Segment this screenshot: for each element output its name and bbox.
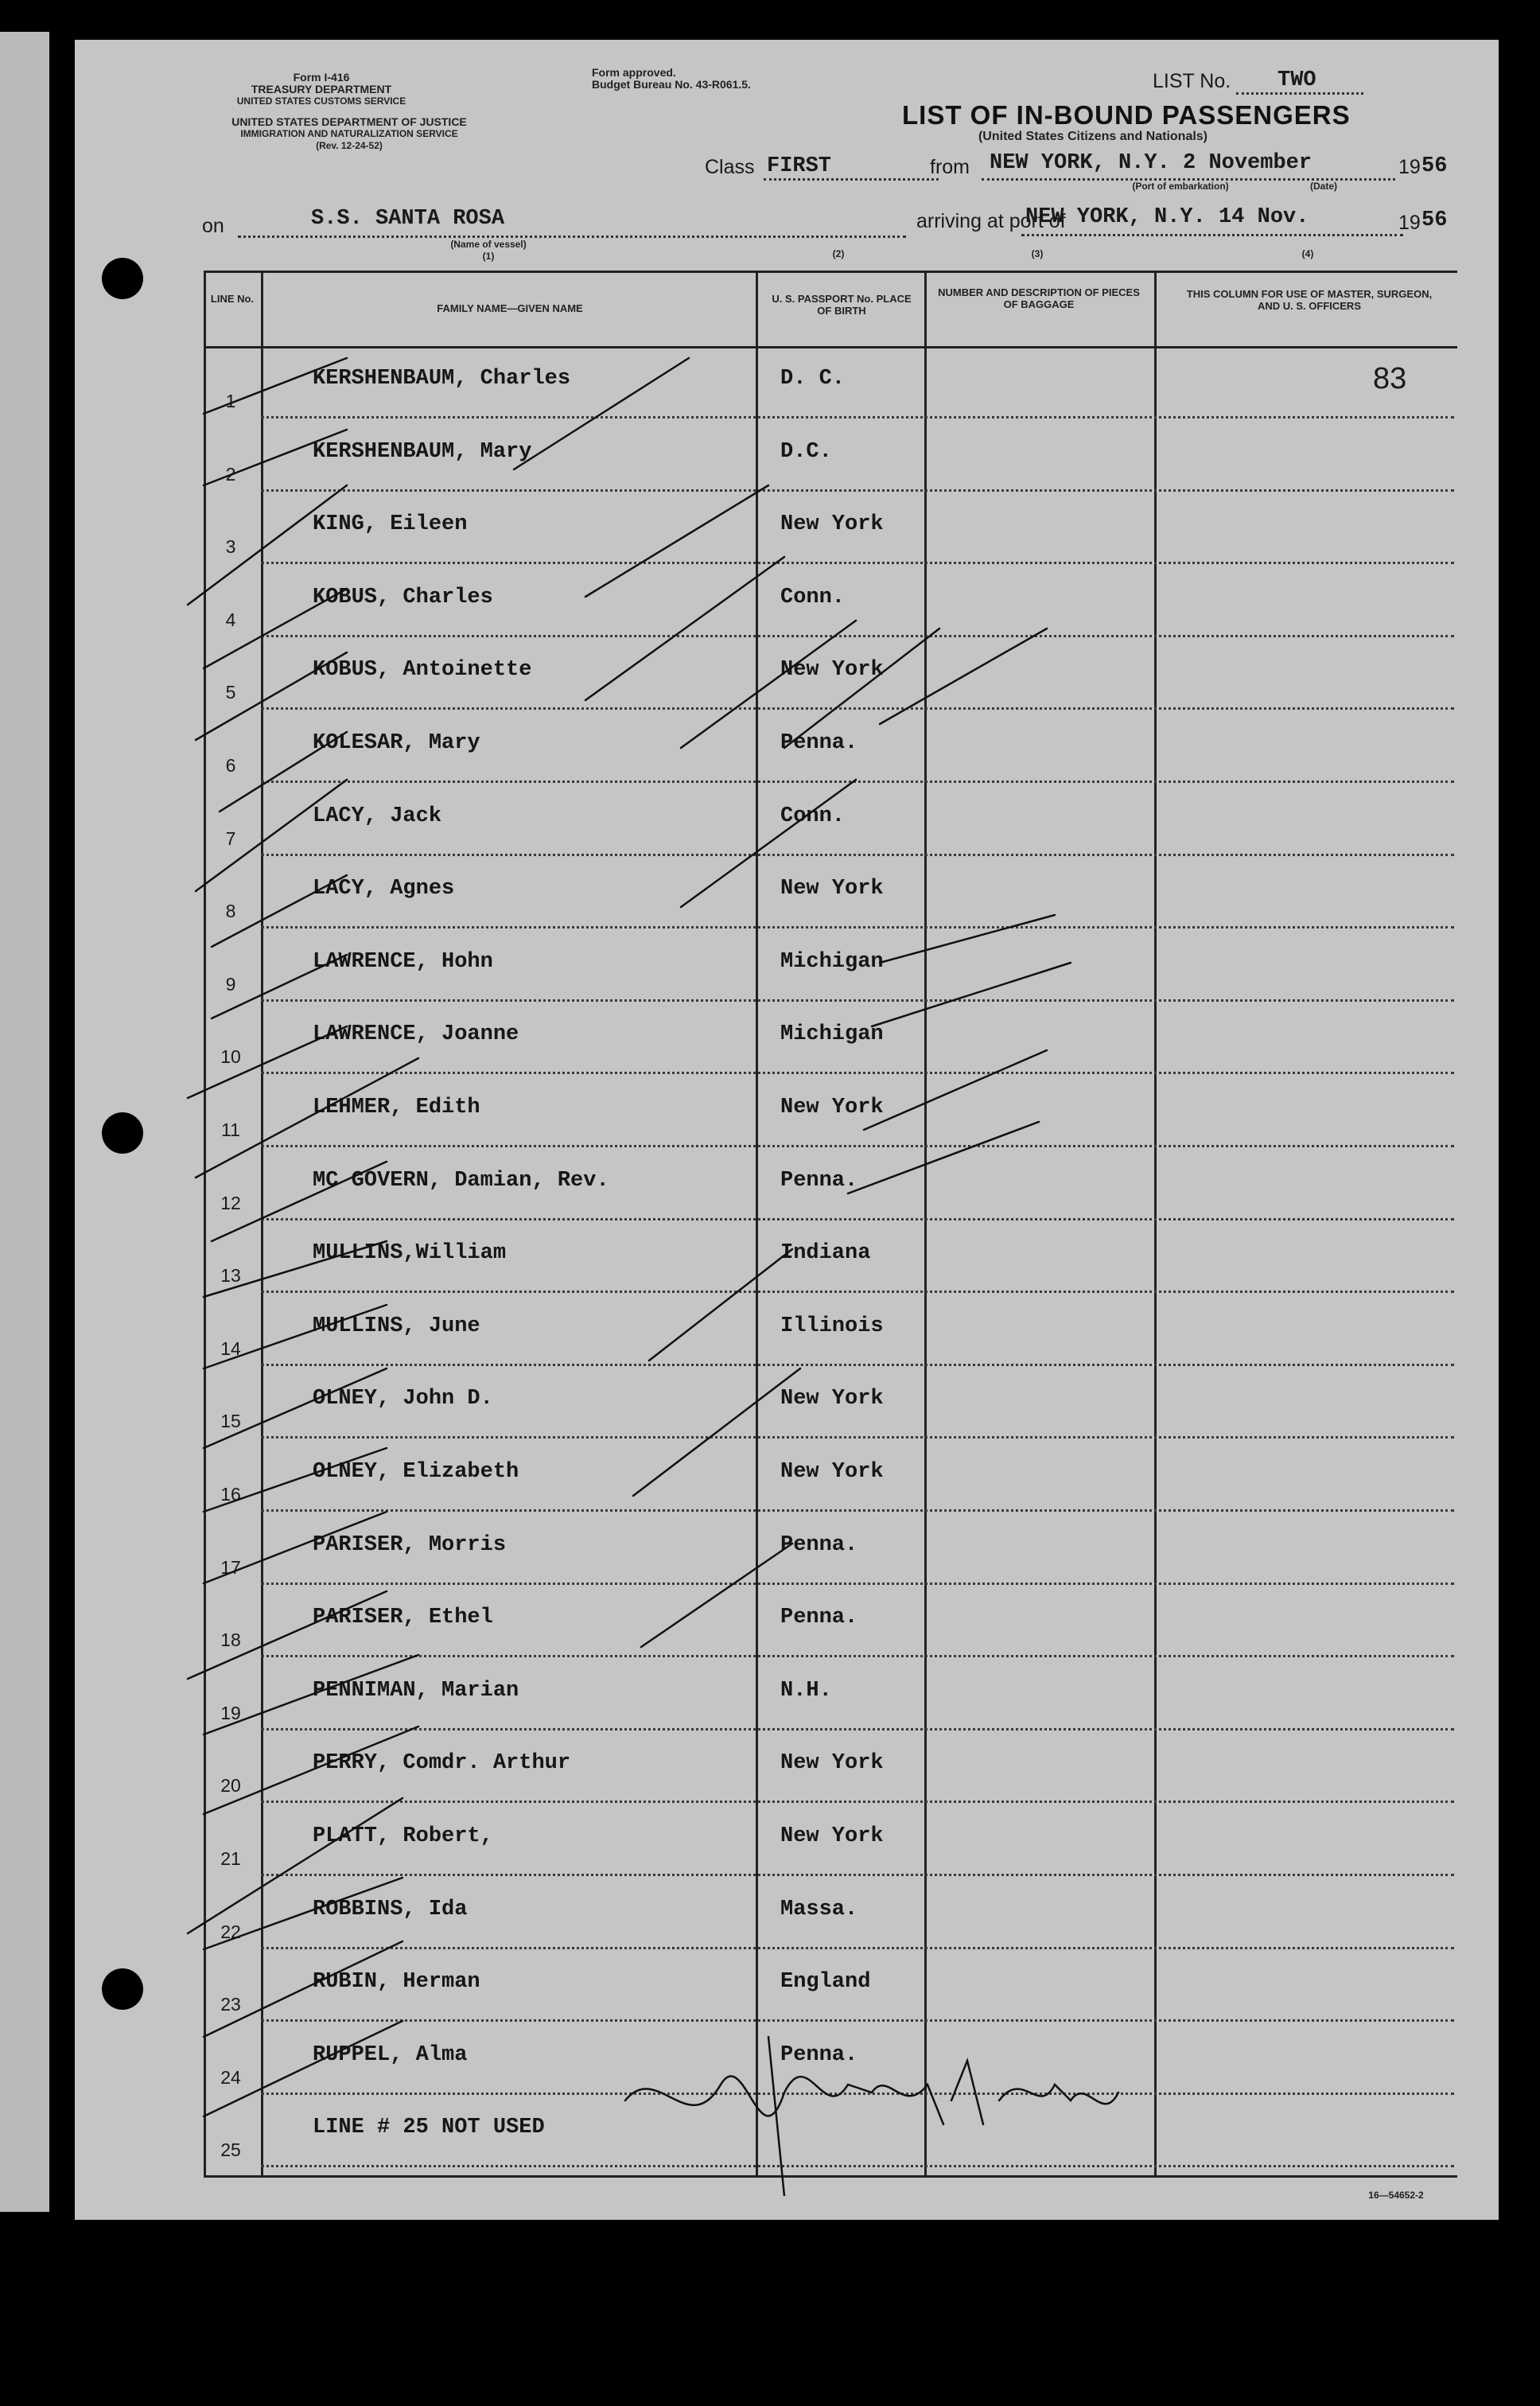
passenger-name: MC GOVERN, Damian, Rev. — [313, 1168, 609, 1193]
arrival-year: 56 — [1421, 208, 1448, 232]
row-line-number: 19 — [220, 1702, 241, 1723]
passenger-name: LAWRENCE, Joanne — [313, 1022, 519, 1047]
col-num-2: (2) — [832, 248, 845, 259]
col-header-passport: U. S. PASSPORT No. PLACE OF BIRTH — [772, 293, 912, 317]
passenger-name: LAWRENCE, Hohn — [313, 949, 493, 974]
from-year-prefix: 19 — [1398, 156, 1421, 178]
form-number-header — [202, 72, 441, 107]
row-line-number: 2 — [225, 463, 236, 485]
place-of-birth: D.C. — [780, 439, 832, 464]
passenger-name: OLNEY, John D. — [313, 1387, 493, 1411]
place-of-birth: England — [780, 1970, 871, 1995]
place-of-birth: Penna. — [780, 1532, 858, 1557]
justice-block — [202, 116, 496, 152]
passenger-name: KOLESAR, Mary — [313, 731, 480, 755]
passenger-name: KERSHENBAUM, Mary — [313, 439, 532, 464]
date-caption: (Date) — [1309, 181, 1337, 192]
row-line-number: 21 — [220, 1848, 241, 1869]
arriving-label: arriving at port of — [916, 210, 1066, 232]
row-line-number: 3 — [225, 536, 236, 558]
row-line-number: 13 — [220, 1265, 241, 1287]
vessel-caption — [409, 239, 568, 263]
passenger-name: PARISER, Ethel — [313, 1606, 493, 1630]
col-header-baggage: NUMBER AND DESCRIPTION OF PIECES OF BAGGAGE — [938, 286, 1140, 310]
row-line-number: 1 — [225, 391, 236, 411]
col-num-4: (4) — [1301, 248, 1314, 259]
from-label: from — [930, 156, 970, 178]
place-of-birth: New York — [780, 1460, 884, 1484]
arrival-dotline — [1021, 234, 1403, 236]
row-line-number: 9 — [225, 973, 236, 995]
passenger-name: PARISER, Morris — [313, 1532, 507, 1557]
row-line-number: 11 — [221, 1119, 240, 1140]
port-embarkation-caption: (Port of embarkation) — [1132, 181, 1229, 192]
vessel-dotline — [238, 236, 906, 238]
row-line-number: 17 — [220, 1556, 241, 1578]
passenger-name: KOBUS, Charles — [313, 585, 493, 609]
passenger-name: KERSHENBAUM, Charles — [313, 367, 571, 391]
row-line-number: 6 — [225, 755, 236, 776]
place-of-birth: Indiana — [780, 1241, 871, 1266]
arrival-year-prefix: 19 — [1398, 212, 1421, 234]
row-line-number: 15 — [220, 1411, 241, 1432]
page-subtitle: (United States Citizens and Nationals) — [978, 130, 1208, 143]
col-header-line: LINE No. — [210, 293, 255, 305]
passenger-name: RUBIN, Herman — [313, 1970, 480, 1995]
passenger-name: KING, Eileen — [313, 512, 468, 537]
budget-bureau-line: Budget Bureau No. 43-R061.5. — [592, 78, 751, 91]
passenger-name: LACY, Jack — [313, 804, 442, 828]
place-of-birth: Massa. — [780, 1897, 858, 1921]
col-num-3: (3) — [1031, 248, 1044, 259]
revision-date: (Rev. 12-24-52) — [316, 140, 383, 151]
left-edge-strip — [0, 32, 49, 2212]
place-of-birth: Michigan — [780, 949, 884, 974]
place-of-birth: New York — [780, 658, 884, 683]
row-line-number: 4 — [225, 609, 236, 630]
place-of-birth: N.H. — [780, 1678, 832, 1703]
place-of-birth: New York — [780, 1751, 884, 1776]
place-of-birth: New York — [780, 512, 884, 537]
passenger-name: OLNEY, Elizabeth — [313, 1460, 519, 1484]
place-of-birth: Penna. — [780, 1168, 858, 1193]
dept-justice: UNITED STATES DEPARTMENT OF JUSTICE — [231, 115, 467, 128]
approval-block — [592, 67, 799, 91]
place-of-birth: Conn. — [780, 804, 846, 828]
arrival-value: NEW YORK, N.Y. 14 Nov. — [1025, 205, 1309, 229]
passenger-name: RUPPEL, Alma — [313, 2042, 468, 2067]
row-line-number: 14 — [220, 1337, 241, 1359]
col-header-officers: THIS COLUMN FOR USE OF MASTER, SURGEON, AND U. S. OFFICERS — [1186, 288, 1433, 312]
place-of-birth: Conn. — [780, 585, 846, 609]
row-line-number: 23 — [220, 1994, 241, 2015]
place-of-birth: New York — [780, 1387, 884, 1411]
vessel-caption-text: (Name of vessel) — [450, 239, 527, 250]
passenger-name: LINE # 25 NOT USED — [313, 2116, 545, 2140]
class-label: Class — [705, 156, 755, 178]
from-year: 56 — [1421, 154, 1448, 178]
list-no-label: LIST No. — [1153, 70, 1231, 92]
passenger-name: PERRY, Comdr. Arthur — [313, 1751, 571, 1776]
class-dotline — [764, 178, 939, 181]
place-of-birth: New York — [780, 877, 884, 901]
row-line-number: 24 — [220, 2066, 241, 2088]
row-line-number: 7 — [225, 827, 236, 849]
from-value: NEW YORK, N.Y. 2 November — [990, 151, 1312, 175]
passenger-name: PENNIMAN, Marian — [313, 1678, 519, 1703]
passenger-name: MULLINS,William — [313, 1241, 507, 1266]
vessel-value: S.S. SANTA ROSA — [311, 207, 505, 231]
col-header-name: FAMILY NAME—GIVEN NAME — [437, 302, 583, 314]
list-no-dotline — [1236, 92, 1363, 95]
passenger-table — [204, 271, 1457, 2180]
place-of-birth: Penna. — [780, 2042, 858, 2067]
place-of-birth: Penna. — [780, 731, 858, 755]
customs-service: UNITED STATES CUSTOMS SERVICE — [236, 95, 406, 107]
row-line-number: 16 — [220, 1484, 241, 1505]
list-no-value: TWO — [1278, 68, 1316, 92]
place-of-birth: Penna. — [780, 1606, 858, 1630]
passenger-name: MULLINS, June — [313, 1314, 480, 1338]
on-label: on — [202, 215, 224, 237]
form-footer-number: 16—54652-2 — [1368, 2190, 1424, 2201]
handwritten-marks — [84, 271, 1437, 2196]
row-line-number: 25 — [220, 2139, 241, 2161]
approval-line: Form approved. — [592, 66, 676, 79]
page-title: LIST OF IN-BOUND PASSENGERS — [902, 100, 1351, 130]
row-line-number: 12 — [220, 1192, 241, 1213]
row-line-number: 22 — [220, 1921, 241, 1942]
form-id: Form I-416 — [293, 71, 350, 84]
row-line-number: 20 — [220, 1775, 241, 1797]
col-num-1: (1) — [482, 251, 495, 262]
passenger-name: KOBUS, Antoinette — [313, 658, 532, 683]
passenger-name: ROBBINS, Ida — [313, 1897, 468, 1921]
class-value: FIRST — [767, 154, 832, 178]
passenger-name: PLATT, Robert, — [313, 1824, 493, 1848]
place-of-birth: Illinois — [780, 1314, 884, 1338]
row-line-number: 8 — [225, 901, 236, 922]
row-line-number: 18 — [220, 1629, 241, 1651]
place-of-birth: Michigan — [780, 1022, 884, 1047]
row-line-number: 10 — [220, 1046, 241, 1068]
row-line-number: 5 — [225, 682, 236, 703]
passenger-name: LACY, Agnes — [313, 877, 455, 901]
officer-mark: 83 — [1373, 362, 1407, 395]
treasury-department: TREASURY DEPARTMENT — [251, 83, 392, 95]
place-of-birth: D. C. — [780, 367, 846, 391]
place-of-birth: New York — [780, 1824, 884, 1848]
passenger-name: LEHMER, Edith — [313, 1096, 480, 1119]
immigration-service: IMMIGRATION AND NATURALIZATION SERVICE — [240, 128, 458, 139]
place-of-birth: New York — [780, 1096, 884, 1119]
